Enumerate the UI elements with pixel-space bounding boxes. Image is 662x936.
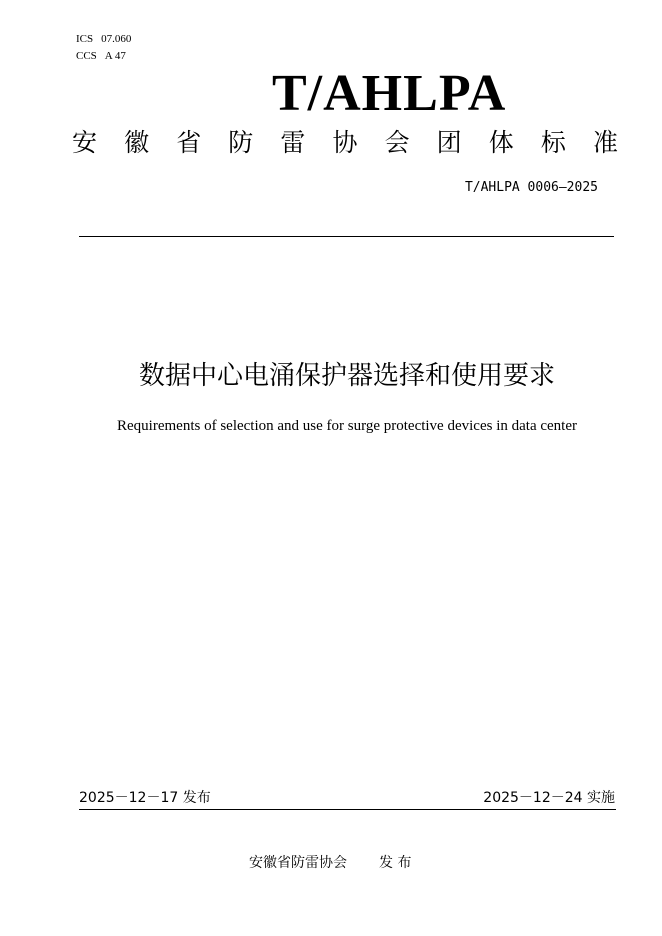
standard-number: T/AHLPA 0006—2025 — [464, 180, 598, 195]
ccs-code-line — [76, 50, 126, 62]
implement-date: 2025－12－24 实施 — [483, 790, 615, 806]
ccs-code: A 47 — [104, 50, 126, 62]
org-title-char: 协 — [332, 128, 358, 157]
publish-action: 发 布 — [379, 855, 412, 871]
ics-code: 07.060 — [101, 33, 132, 45]
org-title-char: 标 — [540, 128, 566, 157]
org-title-char: 会 — [384, 128, 410, 157]
top-divider — [79, 236, 614, 237]
ics-code-line — [76, 33, 131, 45]
org-standard-title — [72, 126, 618, 160]
org-title-char: 雷 — [280, 128, 306, 157]
org-title-char: 徽 — [124, 128, 150, 157]
org-title-char: 准 — [592, 128, 618, 157]
publisher-name: 安徽省防雷协会 — [249, 855, 347, 871]
ccs-label: CCS — [76, 50, 97, 62]
org-title-char: 省 — [176, 128, 202, 157]
publisher-line — [249, 854, 411, 872]
org-title-char: 体 — [488, 128, 514, 157]
org-title-char: 防 — [228, 128, 254, 157]
org-title-char: 安 — [72, 128, 98, 157]
document-title-zh: 数据中心电涌保护器选择和使用要求 — [138, 361, 555, 391]
standard-logo: T/AHLPA — [272, 65, 507, 122]
bottom-divider — [79, 809, 616, 810]
publish-date: 2025－12－17 发布 — [79, 790, 211, 806]
org-title-char: 团 — [436, 128, 462, 157]
ics-label: ICS — [76, 33, 94, 45]
document-title-en: Requirements of selection and use for surge protective devices in data center — [117, 418, 577, 434]
